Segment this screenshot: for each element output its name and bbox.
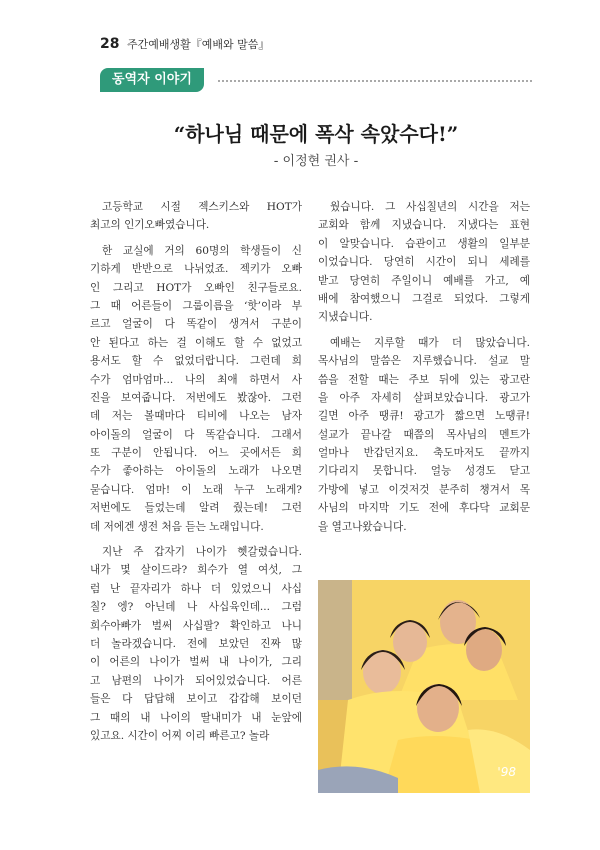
text-line: 지냈습니다. <box>318 311 373 324</box>
text-line: 진을 보여줍니다. 저번에도 봤잖아. 그런 <box>90 391 302 404</box>
text-line: 받고 당연히 주일이니 예배를 가고, 예 <box>318 274 530 287</box>
text-line: 그 때 어른들이 그룹이름을 ‘핫’이라 부 <box>90 299 302 312</box>
text-line: 기다리지 못합니다. 얼능 성경도 닫고 <box>318 465 530 478</box>
paragraph-gap <box>318 327 530 334</box>
text-line: 설교가 끝나갈 때쯤의 목사님의 멘트가 <box>318 428 530 441</box>
photo-year-caption: '98 <box>497 765 516 779</box>
text-line: 을 열고나왔습니다. <box>318 520 407 533</box>
text-line: 을 아주 자세히 살펴보았습니다. 광고가 <box>318 391 530 404</box>
publication-title: 주간예배생활『예배와 말씀』 <box>126 38 270 51</box>
group-photo <box>318 580 530 793</box>
text-line: 데 저는 볼때마다 티비에 나오는 남자 <box>90 410 302 423</box>
text-line: 용서도 할 수 없었더랍니다. 그런데 희 <box>90 355 302 368</box>
text-line: 데 저에겐 생전 처음 듣는 노래입니다. <box>90 520 264 533</box>
text-line: 사님의 마지막 기도 전에 후다닥 교회문 <box>318 502 530 515</box>
text-line: 수가 좋아하는 아이돌의 노래가 나오면 <box>90 465 302 478</box>
text-line: 인 그리고 HOT가 오빠인 친구들로요. <box>90 281 302 294</box>
text-line: 럼 난 끝자리가 하나 더 있었으니 사십 <box>90 582 302 595</box>
text-line: 씀을 전할 때는 주보 뒤에 있는 광고란 <box>318 373 530 386</box>
text-line: 한 교실에 거의 60명의 학생들이 신 <box>102 244 302 257</box>
text-line: 더 놀라겠습니다. 전에 보았던 진짜 많 <box>90 637 302 650</box>
text-line: 이 어른의 나이가 벌써 내 나이가, 그리 <box>90 656 302 669</box>
text-line: 지난 주 갑자기 나이가 헷갈렸습니다. <box>102 546 302 559</box>
section-label: 동역자 이야기 <box>100 68 204 92</box>
text-line: 고 남편의 나이가 되어있었습니다. 어른 <box>90 674 302 687</box>
text-line: 르고 얼굴이 다 똑같이 생겨서 구분이 <box>90 318 302 331</box>
text-line: 예배는 지루할 때가 더 많았습니다. <box>330 336 530 349</box>
page-header <box>100 36 269 52</box>
text-line: 내가 몇 살이드라? 희수가 열 여섯, 그 <box>90 564 302 577</box>
text-line: 얼마나 반갑던지요. 축도마저도 끝까지 <box>318 447 530 460</box>
section-header <box>100 66 532 96</box>
text-line: 이었습니다. 당연히 시간이 되니 세례를 <box>318 256 530 269</box>
text-line: 저번에도 들었는데 알려 줬는데! 그런 <box>90 502 302 515</box>
text-line: 들은 다 답답해 보이고 갑갑해 보이던 <box>90 693 302 706</box>
text-line: 목사님의 말씀은 지루했습니다. 설교 말 <box>318 355 530 368</box>
group-photo-illustration <box>318 580 530 793</box>
text-line: 칠? 엥? 아닌데 나 사십육인데... 그럼 <box>90 601 302 614</box>
section-divider <box>218 80 532 82</box>
text-line: 기하게 반반으로 나뉘었죠. 젝키가 오빠 <box>90 263 302 276</box>
article-byline: - 이정현 권사 - <box>273 154 359 169</box>
text-line: 아이돌의 얼굴이 다 똑같습니다. 그래서 <box>90 428 302 441</box>
text-line: 그 때의 내 나이의 딸내미가 내 눈앞에 <box>90 711 302 724</box>
text-line: 교회와 함께 지냈습니다. 지냈다는 표현 <box>318 219 530 232</box>
paragraph-gap <box>90 536 302 543</box>
text-line: 웠습니다. 그 사십칠년의 시간을 저는 <box>330 201 530 213</box>
text-line: 또 구분이 안됩니다. 어느 곳에서든 희 <box>90 447 302 460</box>
text-line: 있고요. 시간이 어찌 이리 빠른고? 놀라 <box>90 729 270 742</box>
text-line: 배에 참여했으니 그걸로 되었다. 그렇게 <box>318 292 530 305</box>
left-column <box>90 198 302 745</box>
text-line: 안 된다고 하는 걸 이해도 할 수 없었고 <box>90 336 302 349</box>
right-column <box>318 198 530 536</box>
text-line: 수가 엄마엄마... 나의 최애 하면서 사 <box>90 373 302 386</box>
paragraph-gap <box>90 235 302 242</box>
text-line: 고등학교 시절 젝스키스와 HOT가 <box>102 201 302 213</box>
text-line: 희수아빠가 벌써 사십팔? 확인하고 나니 <box>90 619 302 632</box>
text-line: 최고의 인기오빠였습니다. <box>90 219 210 232</box>
text-line: 길면 아주 땡큐! 광고가 짧으면 노땡큐! <box>318 410 530 423</box>
page-number: 28 <box>100 36 120 52</box>
article-title: “하나님 때문에 폭삭 속았수다!” <box>173 122 459 146</box>
text-line: 이 알맞습니다. 습관이고 생활의 일부분 <box>318 237 530 250</box>
text-line: 묻습니다. 엄마! 이 노래 누구 노래게? <box>90 483 302 496</box>
text-line: 가방에 넣고 이것저것 분주히 챙겨서 목 <box>318 483 530 496</box>
